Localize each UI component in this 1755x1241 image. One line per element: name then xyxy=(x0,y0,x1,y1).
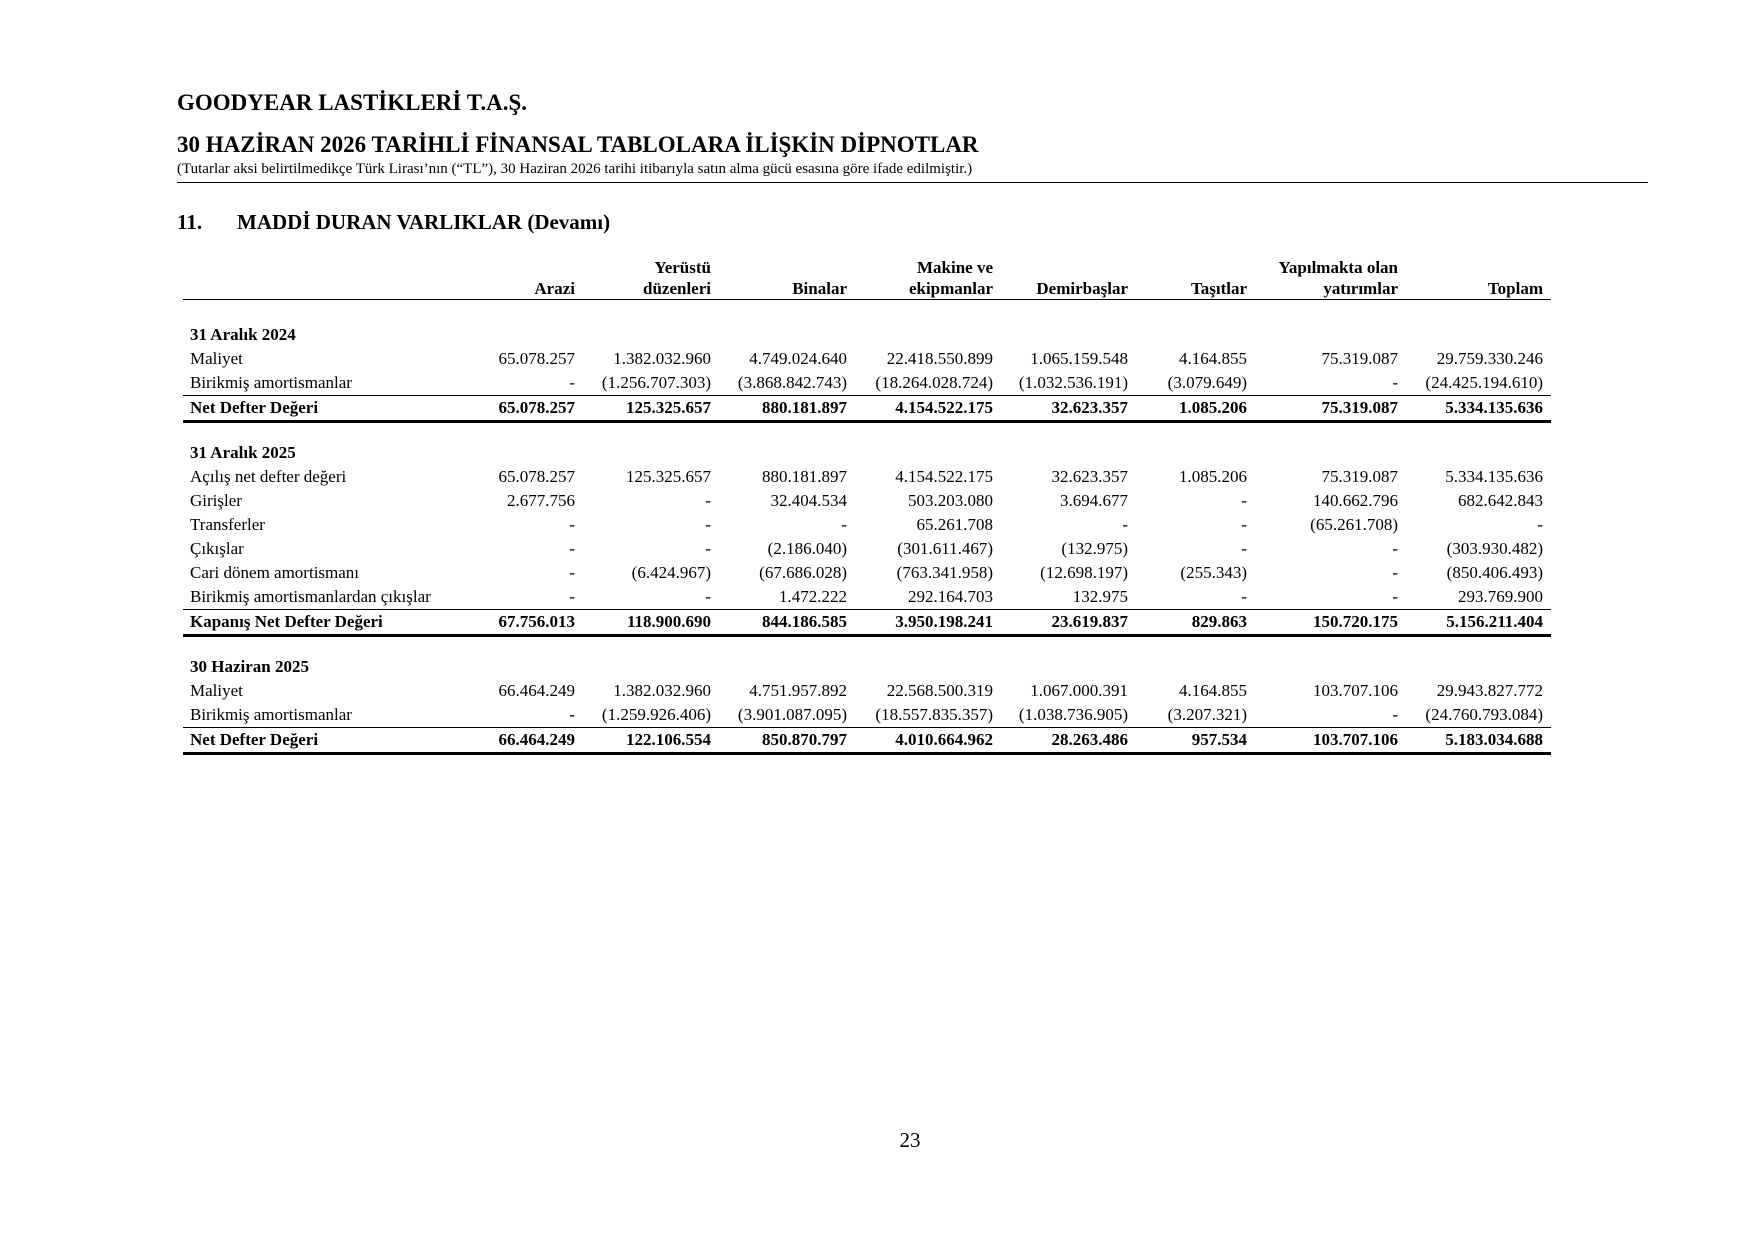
table-cell xyxy=(1406,300,1551,322)
table-cell xyxy=(483,636,583,654)
table-row xyxy=(183,371,1551,396)
row-label: Net Defter Değeri xyxy=(183,728,483,754)
table-cell: (3.079.649) xyxy=(1136,371,1255,396)
row-label: Birikmiş amortismanlardan çıkışlar xyxy=(183,585,483,610)
table-cell xyxy=(583,300,719,322)
table-cell xyxy=(1255,321,1406,347)
table-cell: 3.950.198.241 xyxy=(855,610,1001,636)
header-cell: Yerüstü xyxy=(654,258,711,277)
table-cell: - xyxy=(1537,515,1543,534)
header-row-1 xyxy=(183,257,1551,278)
table-cell: (850.406.493) xyxy=(1446,563,1543,582)
table-cell xyxy=(855,653,1001,679)
total-row xyxy=(183,610,1551,636)
table-cell: (3.901.087.095) xyxy=(719,703,855,728)
table-cell: (24.425.194.610) xyxy=(1406,371,1551,396)
total-row xyxy=(183,396,1551,422)
column-header-yapilmakta-olan-yatirimlar: yatırımlar xyxy=(1255,278,1406,300)
table-cell: 118.900.690 xyxy=(583,610,719,636)
table-cell: 4.749.024.640 xyxy=(749,349,847,368)
spacer-row xyxy=(183,422,1551,440)
table-cell xyxy=(1406,636,1551,654)
table-cell: 5.156.211.404 xyxy=(1406,610,1551,636)
table-cell xyxy=(583,422,719,440)
table-cell: (24.760.793.084) xyxy=(1406,703,1551,728)
table-cell: - xyxy=(1255,703,1406,728)
table-cell xyxy=(855,439,1001,465)
table-cell: - xyxy=(1241,515,1247,534)
table-cell: - xyxy=(1255,371,1406,396)
table-cell xyxy=(1255,300,1406,322)
table-cell: 75.319.087 xyxy=(1321,349,1398,368)
column-header-binalar: Binalar xyxy=(719,278,855,300)
table-row xyxy=(183,347,1551,371)
total-row xyxy=(183,728,1551,754)
table-cell: (303.930.482) xyxy=(1446,539,1543,558)
table-cell: 5.334.135.636 xyxy=(1445,467,1543,486)
table-cell: - xyxy=(1241,491,1247,510)
table-cell xyxy=(583,653,719,679)
table-cell: 850.870.797 xyxy=(719,728,855,754)
table-cell: 32.404.534 xyxy=(770,491,847,510)
section-title-row xyxy=(183,653,1551,679)
table-cell: 503.203.080 xyxy=(908,491,993,510)
table-cell xyxy=(719,300,855,322)
table-cell: 5.334.135.636 xyxy=(1406,396,1551,422)
table-cell xyxy=(1001,439,1136,465)
column-header-makine-ekipmanlar: ekipmanlar xyxy=(855,278,1001,300)
table-cell: - xyxy=(705,491,711,510)
header-cell xyxy=(1136,257,1255,278)
table-cell xyxy=(1136,653,1255,679)
header-cell xyxy=(183,257,483,278)
table-cell: 125.325.657 xyxy=(626,467,711,486)
table-cell: (301.611.467) xyxy=(897,539,993,558)
table-cell xyxy=(483,422,583,440)
table-row xyxy=(183,561,1551,585)
table-row xyxy=(183,679,1551,703)
table-cell xyxy=(855,636,1001,654)
table-cell xyxy=(583,636,719,654)
table-cell: 1.382.032.960 xyxy=(613,681,711,700)
table-cell: (67.686.028) xyxy=(759,563,847,582)
table-cell xyxy=(719,321,855,347)
table-cell: 4.751.957.892 xyxy=(749,681,847,700)
table-cell: 957.534 xyxy=(1136,728,1255,754)
table-cell: 66.464.249 xyxy=(498,681,575,700)
table-cell: 132.975 xyxy=(1001,585,1136,610)
table-row xyxy=(183,537,1551,561)
row-label: 31 Aralık 2025 xyxy=(190,443,296,462)
table-cell xyxy=(1136,439,1255,465)
table-cell: (1.038.736.905) xyxy=(1001,703,1136,728)
table-cell: - xyxy=(1122,515,1128,534)
page-number: 23 xyxy=(899,1128,921,1152)
table-cell: (1.032.536.191) xyxy=(1001,371,1136,396)
table-cell xyxy=(1001,422,1136,440)
table-cell: 32.623.357 xyxy=(1001,396,1136,422)
table-cell: 23.619.837 xyxy=(1001,610,1136,636)
table-cell: 75.319.087 xyxy=(1321,467,1398,486)
table-cell xyxy=(1136,321,1255,347)
table-row xyxy=(183,489,1551,513)
table-cell xyxy=(719,653,855,679)
table-row xyxy=(183,465,1551,489)
table-cell: 4.010.664.962 xyxy=(855,728,1001,754)
table-cell: 1.065.159.548 xyxy=(1030,349,1128,368)
table-cell: (763.341.958) xyxy=(896,563,993,582)
table-cell: 32.623.357 xyxy=(1051,467,1128,486)
table-cell: 4.164.855 xyxy=(1179,681,1247,700)
table-cell: 1.067.000.391 xyxy=(1030,681,1128,700)
table-cell: 75.319.087 xyxy=(1255,396,1406,422)
table-cell: 293.769.900 xyxy=(1406,585,1551,610)
table-cell: 65.078.257 xyxy=(483,396,583,422)
header-cell xyxy=(719,257,855,278)
table-cell xyxy=(855,422,1001,440)
table-cell: 140.662.796 xyxy=(1313,491,1398,510)
row-label: Birikmiş amortismanlar xyxy=(183,703,483,728)
table-cell: 103.707.106 xyxy=(1313,681,1398,700)
table-cell xyxy=(483,653,583,679)
table-cell: (3.207.321) xyxy=(1136,703,1255,728)
table-cell xyxy=(583,321,719,347)
table-cell xyxy=(1406,439,1551,465)
table-cell: 29.943.827.772 xyxy=(1436,681,1543,700)
table-cell: (132.975) xyxy=(1061,539,1128,558)
table-cell: 65.078.257 xyxy=(498,467,575,486)
row-label xyxy=(183,300,483,322)
table-cell xyxy=(1001,636,1136,654)
table-cell: 682.642.843 xyxy=(1458,491,1543,510)
header-cell xyxy=(1001,257,1136,278)
table-cell: 29.759.330.246 xyxy=(1436,349,1543,368)
table-cell: 66.464.249 xyxy=(483,728,583,754)
table-cell: - xyxy=(705,539,711,558)
spacer-row xyxy=(183,636,1551,654)
section-heading xyxy=(177,210,610,235)
table-cell xyxy=(719,439,855,465)
row-label: Çıkışlar xyxy=(190,539,244,558)
table-cell: (18.264.028.724) xyxy=(855,371,1001,396)
table-cell: (12.698.197) xyxy=(1040,563,1128,582)
table-cell: - xyxy=(569,539,575,558)
column-header-tasitlar: Taşıtlar xyxy=(1136,278,1255,300)
table-cell: (3.868.842.743) xyxy=(719,371,855,396)
document-title: 30 HAZİRAN 2026 TARİHLİ FİNANSAL TABLOLARA İLİŞKİN DİPNOTLAR xyxy=(177,132,979,157)
header-cell: Makine ve xyxy=(916,258,993,277)
column-header-yerustu-duzenleri: düzenleri xyxy=(583,278,719,300)
table-cell xyxy=(1136,636,1255,654)
table-cell xyxy=(1001,300,1136,322)
table-cell xyxy=(1255,439,1406,465)
table-cell: 1.085.206 xyxy=(1136,396,1255,422)
table-cell: 292.164.703 xyxy=(855,585,1001,610)
table-cell: 3.694.677 xyxy=(1060,491,1128,510)
document-subtitle: (Tutarlar aksi belirtilmedikçe Türk Lirası’nın (“TL”), 30 Haziran 2026 tarihi itibarıyla satın alma gücü esasına göre ifade edilmiştir.) xyxy=(177,161,973,177)
table-cell: (255.343) xyxy=(1180,563,1247,582)
table-cell: (65.261.708) xyxy=(1310,515,1398,534)
table-cell xyxy=(1255,636,1406,654)
table-cell: - xyxy=(1255,585,1406,610)
table-cell xyxy=(1406,653,1551,679)
table-cell: - xyxy=(1241,539,1247,558)
table-cell: (1.256.707.303) xyxy=(583,371,719,396)
company-name: GOODYEAR LASTİKLERİ T.A.Ş. xyxy=(177,90,527,115)
table-cell: 22.418.550.899 xyxy=(886,349,993,368)
row-label: Transferler xyxy=(190,515,265,534)
table-cell xyxy=(583,439,719,465)
table-cell: - xyxy=(1392,539,1398,558)
row-label: Net Defter Değeri xyxy=(183,396,483,422)
table-cell: - xyxy=(841,515,847,534)
row-label xyxy=(183,422,483,440)
row-label: 31 Aralık 2024 xyxy=(190,325,296,344)
table-cell: 65.261.708 xyxy=(916,515,993,534)
column-header-toplam: Toplam xyxy=(1406,278,1551,300)
section-number: 11. xyxy=(177,210,203,234)
table-cell: (2.186.040) xyxy=(767,539,847,558)
table-cell: - xyxy=(483,585,583,610)
table-cell xyxy=(483,300,583,322)
table-cell: - xyxy=(1392,563,1398,582)
row-label: Maliyet xyxy=(190,681,243,700)
table-cell xyxy=(483,439,583,465)
row-label: Açılış net defter değeri xyxy=(190,467,347,486)
table-cell: 4.154.522.175 xyxy=(895,467,993,486)
table-cell xyxy=(719,636,855,654)
header-row-2 xyxy=(183,278,1551,300)
table-cell: - xyxy=(1136,585,1255,610)
table-cell xyxy=(483,321,583,347)
table-cell xyxy=(1255,653,1406,679)
fixed-assets-table xyxy=(183,257,1551,755)
section-title-row xyxy=(183,439,1551,465)
table-cell xyxy=(1136,300,1255,322)
table-cell xyxy=(1406,422,1551,440)
table-cell: 125.325.657 xyxy=(583,396,719,422)
table-cell: 65.078.257 xyxy=(498,349,575,368)
table-cell: - xyxy=(569,563,575,582)
table-cell: (6.424.967) xyxy=(631,563,711,582)
table-cell xyxy=(1406,321,1551,347)
table-cell: 4.164.855 xyxy=(1179,349,1247,368)
table-row xyxy=(183,703,1551,728)
column-header-demirbaslar: Demirbaşlar xyxy=(1001,278,1136,300)
table-cell: - xyxy=(705,515,711,534)
table-row xyxy=(183,585,1551,610)
table-cell: 5.183.034.688 xyxy=(1406,728,1551,754)
column-header-arazi: Arazi xyxy=(483,278,583,300)
row-label: Maliyet xyxy=(190,349,243,368)
table-cell: 880.181.897 xyxy=(762,467,847,486)
table-cell: 103.707.106 xyxy=(1255,728,1406,754)
header-cell xyxy=(1406,257,1551,278)
table-cell: 1.085.206 xyxy=(1179,467,1247,486)
table-cell: 1.472.222 xyxy=(719,585,855,610)
section-title: MADDİ DURAN VARLIKLAR (Devamı) xyxy=(237,210,611,234)
row-label xyxy=(183,636,483,654)
table-cell xyxy=(1001,653,1136,679)
table-cell: 1.382.032.960 xyxy=(613,349,711,368)
table-cell: (1.259.926.406) xyxy=(583,703,719,728)
table-cell: 122.106.554 xyxy=(583,728,719,754)
row-label: Kapanış Net Defter Değeri xyxy=(183,610,483,636)
table-cell: - xyxy=(483,703,583,728)
spacer-row xyxy=(183,300,1551,322)
row-label: Birikmiş amortismanlar xyxy=(183,371,483,396)
table-cell xyxy=(1255,422,1406,440)
table-cell: 22.568.500.319 xyxy=(886,681,993,700)
header-cell xyxy=(183,278,483,300)
section-title-row xyxy=(183,321,1551,347)
table-cell: - xyxy=(483,371,583,396)
table-cell: 829.863 xyxy=(1136,610,1255,636)
row-label: Cari dönem amortismanı xyxy=(190,563,360,582)
table-cell xyxy=(855,321,1001,347)
table-row xyxy=(183,513,1551,537)
header-cell xyxy=(483,257,583,278)
table-cell: 2.677.756 xyxy=(507,491,575,510)
header-divider xyxy=(177,182,1648,183)
row-label: 30 Haziran 2025 xyxy=(190,657,309,676)
table-cell: 844.186.585 xyxy=(719,610,855,636)
table-cell: 67.756.013 xyxy=(483,610,583,636)
header-cell: Yapılmakta olan xyxy=(1278,258,1398,277)
table-cell xyxy=(855,300,1001,322)
table-cell: - xyxy=(569,515,575,534)
table-cell xyxy=(1001,321,1136,347)
table-cell: 28.263.486 xyxy=(1001,728,1136,754)
table-body xyxy=(183,300,1551,754)
table-cell: (18.557.835.357) xyxy=(855,703,1001,728)
table-cell: 4.154.522.175 xyxy=(855,396,1001,422)
table-cell: 150.720.175 xyxy=(1255,610,1406,636)
row-label: Girişler xyxy=(190,491,242,510)
table-cell: - xyxy=(583,585,719,610)
table-cell xyxy=(719,422,855,440)
table-cell: 880.181.897 xyxy=(719,396,855,422)
table-cell xyxy=(1136,422,1255,440)
